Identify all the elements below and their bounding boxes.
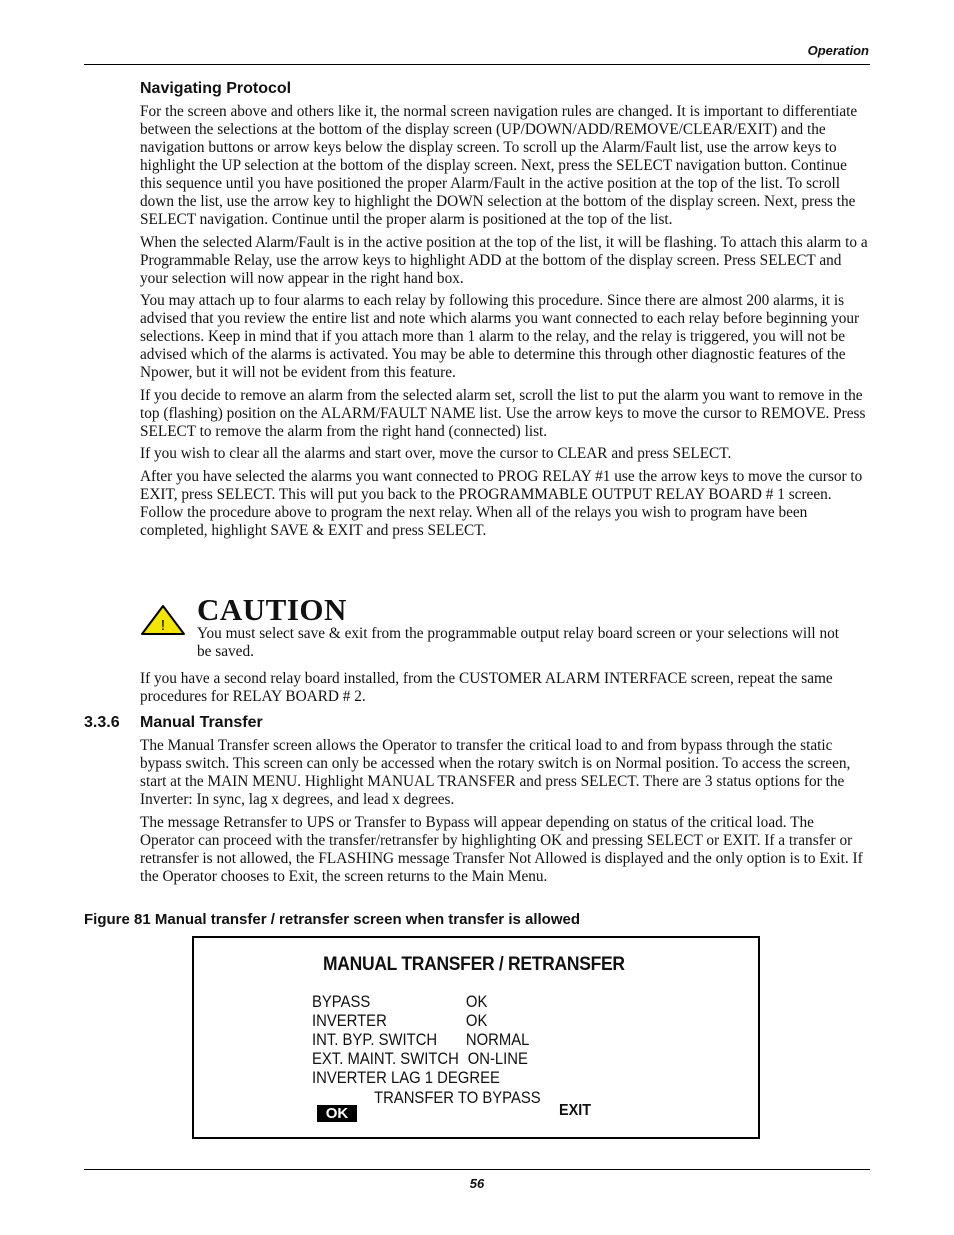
transfer-to-bypass-message: TRANSFER TO BYPASS: [374, 1089, 541, 1107]
paragraph: If you have a second relay board installed, from the CUSTOMER ALARM INTERFACE screen, repeat the same procedures for RELAY BOARD # 2.: [140, 670, 833, 705]
paragraph: The Manual Transfer screen allows the Operator to transfer the critical load to and from bypass through the static bypass switch. This screen can only be accessed when the rotary switch is on Normal position. To access the screen, start at the MAIN MENU. Highlight MANUAL TRANSFER and press SELECT. There are 3 status options for the Inverter: In sync, lag x degrees, and lead x degrees.: [140, 737, 851, 808]
warning-exclamation: !: [160, 617, 166, 634]
status-row-ext-maint-switch: [312, 1050, 528, 1069]
status-row-int-byp-switch: [312, 1031, 530, 1050]
caution-text: You must select save & exit from the programmable output relay board screen or your selections will not be saved.: [197, 625, 840, 660]
status-label: INVERTER: [312, 1012, 387, 1030]
paragraph: If you decide to remove an alarm from the selected alarm set, scroll the list to put the alarm you want to remove in the top (flashing) position on the ALARM/FAULT NAME list. Use the arrow keys to move the cursor to REMOVE. Press SELECT to remove the alarm from the right hand (connected) list.: [140, 386, 866, 440]
status-row-bypass: [312, 993, 488, 1012]
manual-transfer-heading: [84, 714, 263, 732]
paragraph: The message Retransfer to UPS or Transfer to Bypass will appear depending on status of the critical load. The Operator can proceed with the transfer/retransfer by highlighting OK and pressing SELECT or EXIT. If a transfer or retransfer is not allowed, the FLASHING message Transfer Not Allowed is displayed and the only option is to Exit. If the Operator chooses to Exit, the screen returns to the Main Menu.: [140, 813, 863, 885]
figure-caption: Figure 81 Manual transfer / retransfer screen when transfer is allowed: [84, 911, 581, 928]
status-label: BYPASS: [312, 993, 371, 1011]
status-label: INT. BYP. SWITCH: [312, 1031, 438, 1049]
navigating-protocol-heading: Navigating Protocol: [140, 80, 292, 97]
caution-title: CAUTION: [197, 592, 347, 627]
running-header: Operation: [807, 43, 869, 58]
status-value: ON-LINE: [467, 1050, 528, 1068]
paragraph: When the selected Alarm/Fault is in the active position at the top of the list, it will be flashing. To attach this alarm to a Programmable Relay, use the arrow keys to highlight ADD at the bottom of the display screen. Press SELECT and your selection will now appear in the right hand box.: [140, 233, 868, 287]
section-title: Manual Transfer: [140, 714, 263, 731]
ok-button[interactable]: OK: [317, 1105, 357, 1122]
status-row-inverter: [312, 1012, 488, 1031]
footer-rule: [84, 1169, 870, 1170]
status-value: NORMAL: [465, 1031, 530, 1049]
page-number: 56: [469, 1176, 485, 1191]
paragraph: You may attach up to four alarms to each relay by following this procedure. Since there are almost 200 alarms, it is advised that you review the entire list and note which alarms you want connected to each relay before beginning your selections. Keep in mind that if you attach more than 1 alarm to the relay, and the relay is triggered, you will not be advised which of the alarms is activated. You may be able to determine this through other diagnostic features of the Npower, but it will not be evident from this feature.: [140, 292, 860, 381]
header-rule: [84, 64, 870, 65]
caution-notice: [140, 594, 870, 664]
paragraph: For the screen above and others like it, the normal screen navigation rules are changed. It is important to differentiate between the selections at the bottom of the display screen (UP/DOWN/ADD/REMOVE/CLEAR/EXIT) and the navigation buttons or arrow keys below the display screen. To scroll up the Alarm/Fault list, use the arrow keys to highlight the UP selection at the bottom of the display screen. Next, press the SELECT navigation button. Continue this sequence until you have positioned the proper Alarm/Fault in the active position at the top of the list. To scroll down the list, use the arrow key to highlight the DOWN selection at the bottom of the display screen. Next, press the SELECT navigation. Continue until the proper alarm is positioned at the top of the list.: [140, 103, 858, 228]
exit-button[interactable]: EXIT: [559, 1102, 592, 1119]
inverter-lag-status: INVERTER LAG 1 DEGREE: [312, 1069, 500, 1087]
section-number: 3.3.6: [84, 714, 120, 731]
status-value: OK: [465, 993, 488, 1011]
paragraph: If you wish to clear all the alarms and start over, move the cursor to CLEAR and press SELECT.: [140, 445, 732, 462]
navigating-protocol-body: [140, 103, 870, 544]
manual-transfer-body: [140, 737, 870, 890]
manual-transfer-screen: [192, 936, 760, 1139]
paragraph: After you have selected the alarms you want connected to PROG RELAY #1 use the arrow keys to move the cursor to EXIT, press SELECT. This will put you back to the PROGRAMMABLE OUTPUT RELAY BOARD # 1 screen. Follow the procedure above to program the next relay. When all of the relays you wish to program have been completed, highlight SAVE & EXIT and press SELECT.: [140, 467, 863, 539]
second-board-note: [140, 670, 870, 711]
status-value: OK: [465, 1012, 488, 1030]
warning-triangle-icon: [140, 604, 186, 636]
screen-title: MANUAL TRANSFER / RETRANSFER: [323, 954, 625, 975]
status-label: EXT. MAINT. SWITCH: [312, 1050, 459, 1068]
